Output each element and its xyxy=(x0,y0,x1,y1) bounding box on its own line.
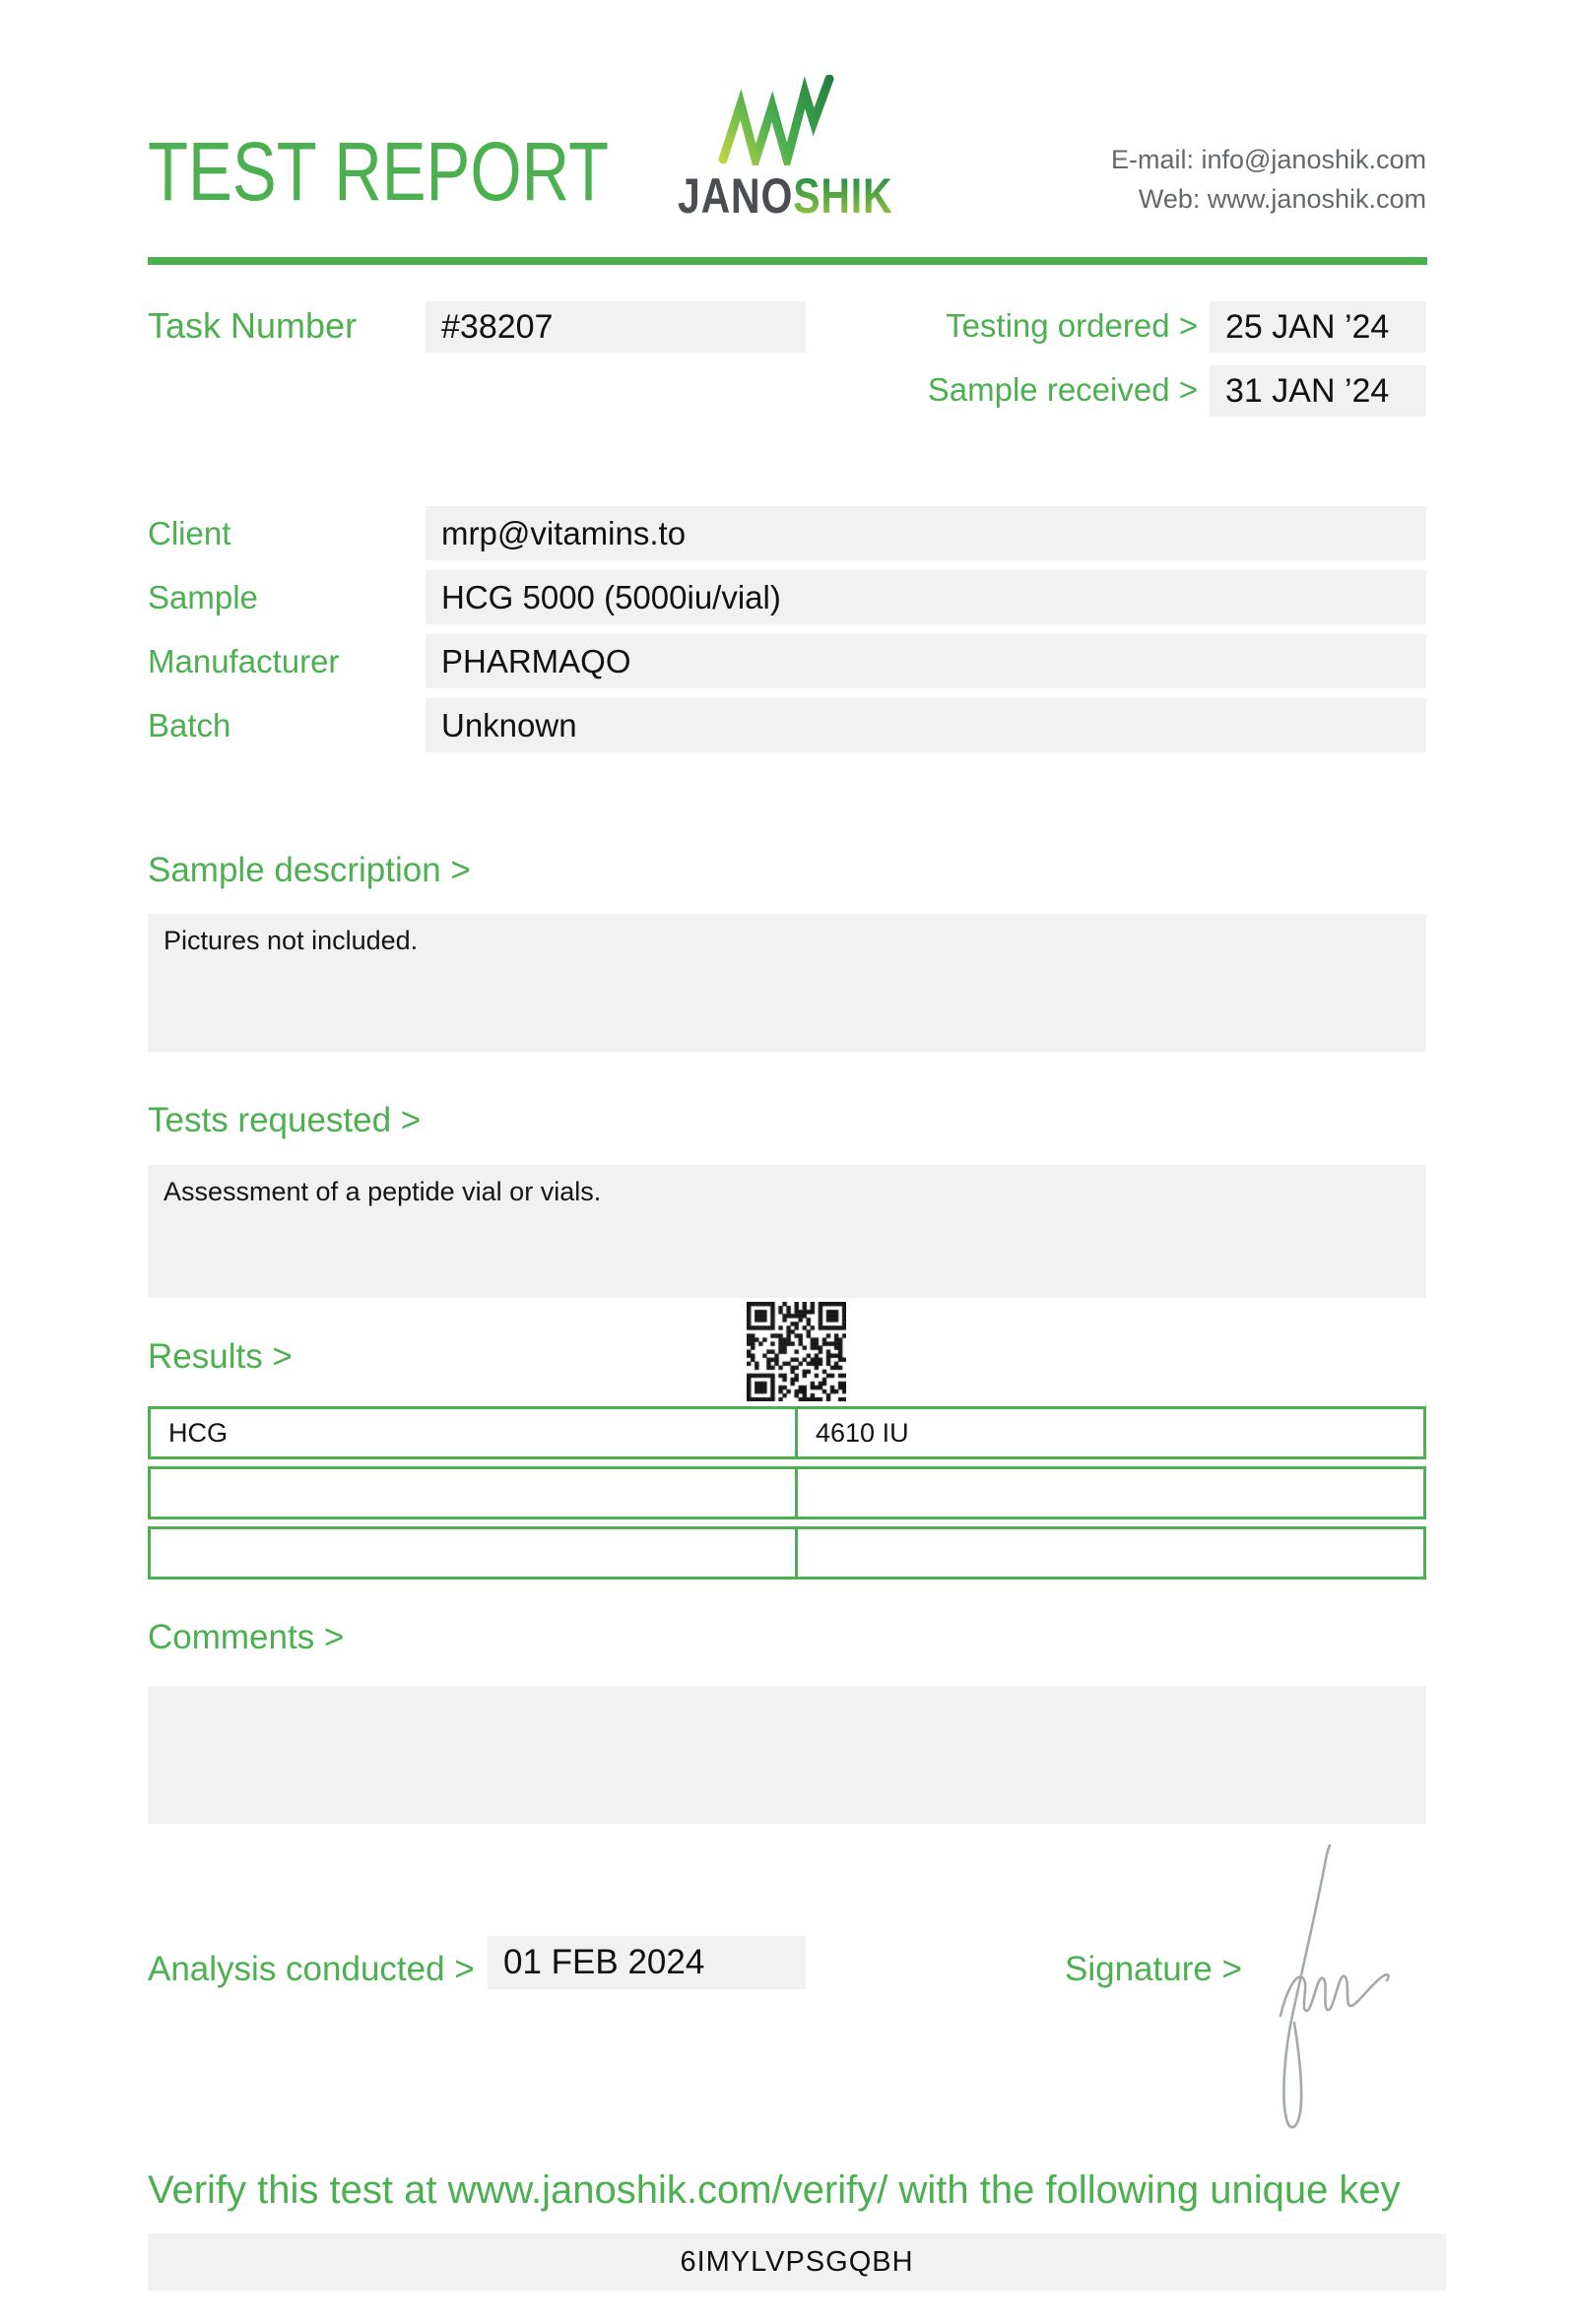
result-name-cell xyxy=(151,1529,798,1577)
comments-heading: Comments > xyxy=(148,1618,345,1656)
sample-value: HCG 5000 (5000iu/vial) xyxy=(426,570,1426,624)
results-table-row xyxy=(148,1406,1426,1459)
sample-description-box: Pictures not included. xyxy=(148,914,1426,1052)
page-title: TEST REPORT xyxy=(148,125,610,218)
tests-requested-box: Assessment of a peptide vial or vials. xyxy=(148,1165,1426,1298)
analysis-conducted-label: Analysis conducted > xyxy=(148,1950,475,1988)
logo-word-green: SHIK xyxy=(793,168,893,224)
task-number-label: Task Number xyxy=(148,305,358,346)
sample-received-value: 31 JAN ’24 xyxy=(1210,365,1426,417)
manufacturer-label: Manufacturer xyxy=(148,643,340,679)
result-name-cell: HCG xyxy=(151,1409,798,1456)
header-divider xyxy=(148,257,1427,265)
results-table-row xyxy=(148,1466,1426,1519)
verify-heading: Verify this test at www.janoshik.com/verify/ with the following unique key xyxy=(148,2168,1401,2212)
logo-word-dark: JANO xyxy=(678,168,794,224)
result-value-cell: 4610 IU xyxy=(816,1418,909,1448)
testing-ordered-label: Testing ordered > xyxy=(946,307,1198,344)
client-label: Client xyxy=(148,515,231,551)
signature-label: Signature > xyxy=(1065,1950,1242,1988)
sample-label: Sample xyxy=(148,579,258,615)
manufacturer-value: PHARMAQO xyxy=(426,634,1426,688)
qr-code xyxy=(747,1302,846,1401)
testing-ordered-value: 25 JAN ’24 xyxy=(1210,301,1426,353)
contact-web: Web: www.janoshik.com xyxy=(1138,184,1426,214)
comments-box xyxy=(148,1686,1426,1824)
batch-label: Batch xyxy=(148,707,231,743)
result-name-cell xyxy=(151,1469,798,1517)
tests-requested-heading: Tests requested > xyxy=(148,1101,422,1139)
results-table-row xyxy=(148,1526,1426,1580)
contact-block xyxy=(1111,140,1426,219)
contact-email: E-mail: info@janoshik.com xyxy=(1110,145,1426,174)
sample-received-label: Sample received > xyxy=(927,371,1198,408)
client-value: mrp@vitamins.to xyxy=(426,506,1426,560)
batch-value: Unknown xyxy=(426,698,1426,752)
sample-description-heading: Sample description > xyxy=(148,851,471,889)
result-value-cell xyxy=(798,1529,1423,1577)
result-value-cell xyxy=(798,1469,1423,1517)
task-number-value: #38207 xyxy=(426,301,806,353)
logo-wordmark xyxy=(678,167,892,225)
trend-up-chart-icon xyxy=(717,75,837,165)
results-heading: Results > xyxy=(148,1337,293,1376)
janoshik-logo xyxy=(678,73,934,224)
handwritten-signature xyxy=(1261,1834,1458,2139)
analysis-date-value: 01 FEB 2024 xyxy=(488,1936,806,1989)
verify-key-value: 6IMYLVPSGQBH xyxy=(148,2233,1446,2291)
